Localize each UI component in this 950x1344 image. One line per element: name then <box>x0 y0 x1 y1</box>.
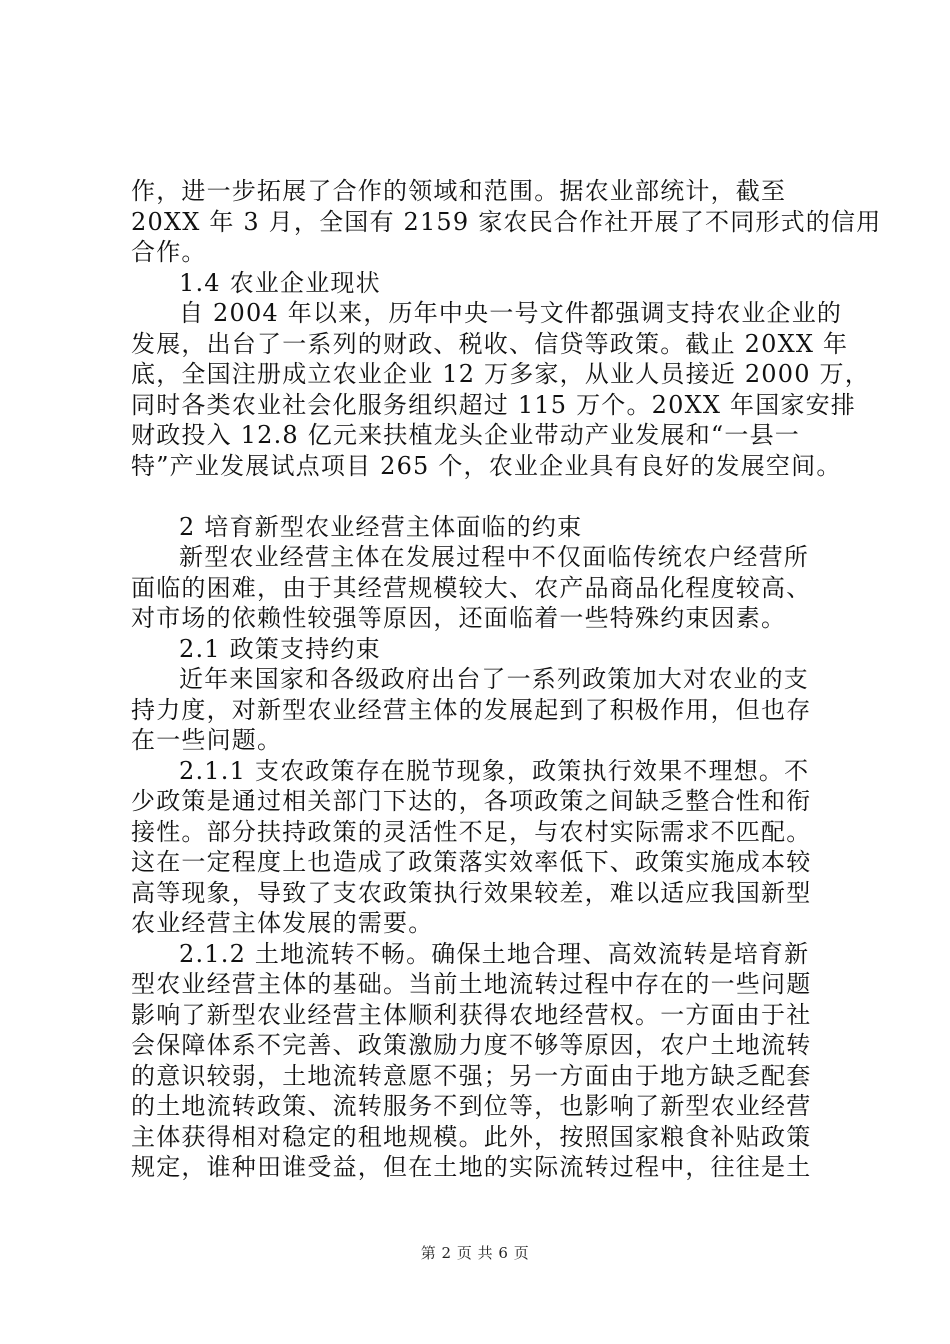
text-line: 合作。 <box>131 238 207 266</box>
text-line: 高等现象，导致了支农政策执行效果较差，难以适应我国新型 <box>131 878 812 907</box>
text-line: 面临的困难，由于其经营规模较大、农产品商品化程度较高、 <box>131 573 812 602</box>
text-line: 会保障体系不完善、政策激励力度不够等原因，农户土地流转 <box>131 1031 812 1059</box>
page-number-footer: 第 2 页 共 6 页 <box>420 1244 530 1262</box>
text-line: 对市场的依赖性较强等原因，还面临着一些特殊约束因素。 <box>131 604 787 632</box>
text-line: 财政投入 12.8 亿元来扶植龙头企业带动产业发展和“一县一 <box>131 421 800 449</box>
text-line: 农业经营主体发展的需要。 <box>131 909 434 937</box>
text-line: 1.4 农业企业现状 <box>179 268 381 297</box>
text-line: 的意识较弱，土地流转意愿不强；另一方面由于地方缺乏配套 <box>131 1061 812 1090</box>
text-line: 近年来国家和各级政府出台了一系列政策加大对农业的支 <box>179 665 809 693</box>
text-line: 的土地流转政策、流转服务不到位等，也影响了新型农业经营 <box>131 1092 812 1120</box>
text-line: 20XX 年 3 月，全国有 2159 家农民合作社开展了不同形式的信用 <box>131 207 882 236</box>
document-body <box>131 176 882 1183</box>
text-line: 在一些问题。 <box>131 726 283 754</box>
text-line: 2.1.2 土地流转不畅。确保土地合理、高效流转是培育新 <box>179 939 810 968</box>
text-line: 作，进一步拓展了合作的领域和范围。据农业部统计，截至 <box>131 177 787 205</box>
text-line: 同时各类农业社会化服务组织超过 115 万个。20XX 年国家安排 <box>131 390 857 419</box>
text-line: 特”产业发展试点项目 265 个，农业企业具有良好的发展空间。 <box>131 451 842 480</box>
text-line: 2 培育新型农业经营主体面临的约束 <box>179 512 583 541</box>
text-line: 2.1 政策支持约束 <box>179 634 381 663</box>
text-line: 型农业经营主体的基础。当前土地流转过程中存在的一些问题 <box>131 970 812 998</box>
text-line: 自 2004 年以来，历年中央一号文件都强调支持农业企业的 <box>179 299 843 327</box>
text-line: 影响了新型农业经营主体顺利获得农地经营权。一方面由于社 <box>131 1000 812 1029</box>
text-line: 新型农业经营主体在发展过程中不仅面临传统农户经营所 <box>179 543 809 571</box>
text-line: 发展，出台了一系列的财政、税收、信贷等政策。截止 20XX 年 <box>131 329 849 358</box>
text-line: 2.1.1 支农政策存在脱节现象，政策执行效果不理想。不 <box>179 756 810 785</box>
text-line: 接性。部分扶持政策的灵活性不足，与农村实际需求不匹配。 <box>131 817 812 846</box>
text-line: 规定，谁种田谁受益，但在土地的实际流转过程中，往往是土 <box>131 1153 812 1181</box>
text-line: 少政策是通过相关部门下达的，各项政策之间缺乏整合性和衔 <box>131 787 812 815</box>
paragraph-gap <box>131 481 851 512</box>
text-line: 底，全国注册成立农业企业 12 万多家，从业人员接近 2000 万， <box>131 360 870 388</box>
text-line: 这在一定程度上也造成了政策落实效率低下、政策实施成本较 <box>131 848 812 876</box>
text-line: 持力度，对新型农业经营主体的发展起到了积极作用，但也存 <box>131 695 812 724</box>
text-line: 主体获得相对稳定的租地规模。此外，按照国家粮食补贴政策 <box>131 1122 812 1151</box>
